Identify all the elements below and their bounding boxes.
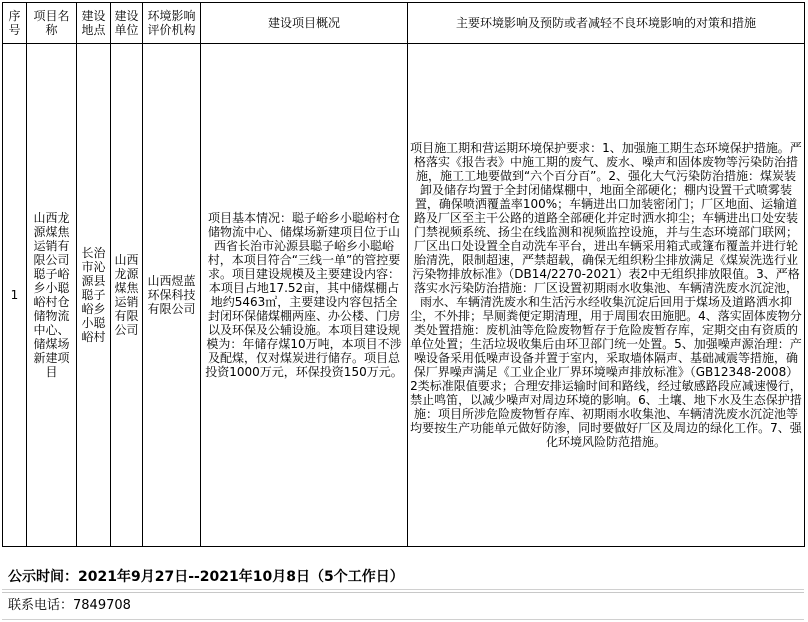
contact-phone: 联系电话：7849708 — [2, 592, 804, 618]
header-location: 建设地点 — [77, 3, 111, 44]
cell-project-overview: 项目基本情况：聪子峪乡小聪峪村仓储物流中心、储煤场新建项目位于山西省长治市沁源县聪子峪乡小聪峪村，本项目符合“三线一单”的管控要求。项目建设规模及主要建设内容：本项目占地17.52亩，其中储煤棚占地约5463㎡，主要建设内容包括全封闭环保储煤棚两座、办公楼、门房以及环保及公辅设施。本项目建设规模为：年储存煤10万吨，本项目不涉及配煤，仅对煤炭进行储存。项目总投资1000万元，环保投资150万元。 — [201, 44, 408, 547]
cell-construction-unit: 山西龙源煤焦运销有限公司 — [111, 44, 143, 547]
header-project-overview: 建设项目概况 — [201, 3, 408, 44]
divider — [2, 619, 804, 620]
cell-measures: 项目施工期和营运期环境保护要求：1、加强施工期生态环境保护措施。严格落实《报告表》中施工期的废气、废水、噪声和固体废物等污染防治措施，施工工地要做到“六个百分百”。2、强化大气污染防治措施：煤炭装卸及储存均置于全封闭储煤棚中，地面全部硬化；棚内设置干式喷雾装置，确保喷洒覆盖率100%；车辆进出口加装密闭门；厂区地面、运输道路及厂区至主干公路的道路全部硬化并定时洒水抑尘；车辆进出口处安装门禁视频系统、扬尘在线监测和视频监控设施，并与生态环境部门联网；厂区出口处设置全自动洗车平台，进出车辆采用箱式或篷布覆盖并进行轮胎清洗，限制超速，严禁超载，确保无组织粉尘排放满足《煤炭洗选行业污染物排放标准》（DB14/2270-2021）表2中无组织排放限值。3、严格落实水污染防治措施：厂区设置初期雨水收集池、车辆清洗废水沉淀池，雨水、车辆清洗废水和生活污水经收集沉淀后回用于煤场及道路洒水抑尘，不外排；旱厕粪便定期清理，用于周围农田施肥。4、落实固体废物分类处置措施：废机油等危险废物暂存于危险废暂存库，定期交由有资质的单位处置；生活垃圾收集后由环卫部门统一处置。5、加强噪声源治理：产噪设备采用低噪声设备并置于室内，采取墙体隔声、基础减震等措施，确保厂界噪声满足《工业企业厂界环境噪声排放标准》（GB12348-2008）2类标准限值要求；合理安排运输时间和路线，经过敏感路段应减速慢行，禁止鸣笛，以减少噪声对周边环境的影响。6、土壤、地下水及生态保护措施：项目所涉危险废物暂存库、初期雨水收集池、车辆清洗废水沉淀池等均要按生产功能单元做好防渗，同时要做好厂区及周边的绿化工作。7、强化环境风险防范措施。 — [408, 44, 805, 547]
divider — [2, 589, 804, 590]
cell-location: 长治市沁源县聪子峪乡小聪峪村 — [77, 44, 111, 547]
announcement-table — [2, 2, 805, 547]
table-row — [3, 44, 805, 547]
header-construction-unit: 建设单位 — [111, 3, 143, 44]
header-project-name: 项目名称 — [27, 3, 77, 44]
publish-time: 公示时间：2021年9月27日--2021年10月8日（5个工作日） — [8, 569, 404, 585]
cell-eia-agency: 山西煜蓝环保科技有限公司 — [143, 44, 201, 547]
cell-seq: 1 — [3, 44, 27, 547]
header-row — [3, 3, 805, 44]
header-eia-agency: 环境影响评价机构 — [143, 3, 201, 44]
header-seq: 序号 — [3, 3, 27, 44]
header-measures: 主要环境影响及预防或者减轻不良环境影响的对策和措施 — [408, 3, 805, 44]
cell-project-name: 山西龙源煤焦运销有限公司聪子峪乡小聪峪村仓储物流中心、储煤场新建项目 — [27, 44, 77, 547]
